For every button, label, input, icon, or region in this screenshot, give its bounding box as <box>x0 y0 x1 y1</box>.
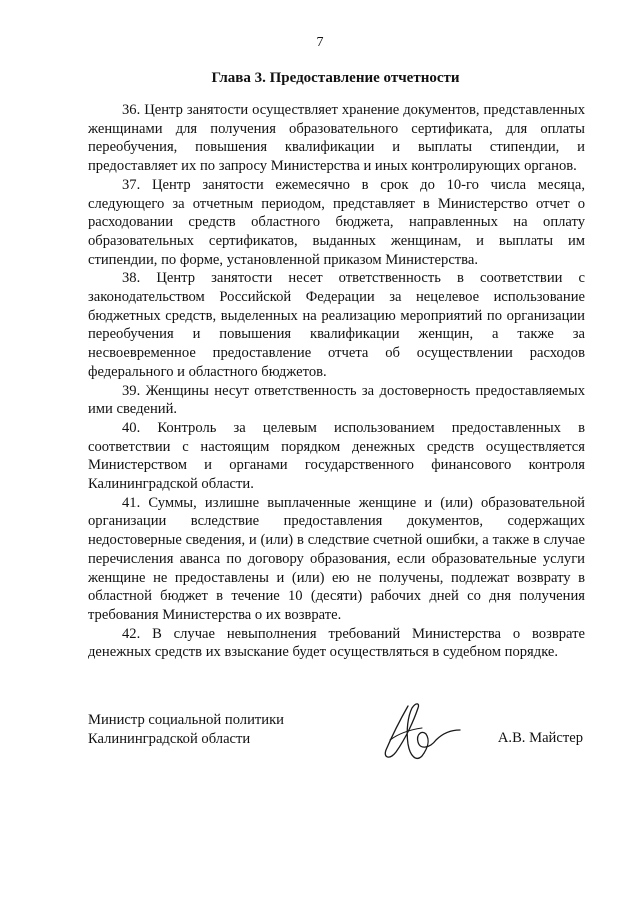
chapter-title: Глава 3. Предоставление отчетности <box>211 70 460 86</box>
signatory-title <box>88 711 284 748</box>
paragraph-38: 38. Центр занятости несет ответственность в соответствии с законодательством Российской Федерации за нецелевое использование бюджетных средств, выделенных на реализацию мероприятий по организации переобучения и повышения квалификации женщин, а также за несвоевременное предоставление отчета об осуществлении расходов федерального и областного бюджетов. <box>88 270 585 380</box>
page-number: 7 <box>316 35 324 50</box>
document-body <box>88 101 585 662</box>
handwritten-signature <box>378 700 463 766</box>
paragraph-41: 41. Суммы, излишне выплаченные женщине и (или) образовательной организации вследствие предоставления документов, содержащих недостоверные сведения, и (или) в следствие счетной ошибки, а также в случае перечисления аванса по договору образования, если образовательные услуги женщине не предоставлены и (или) ею не получены, подлежат возврату в областной бюджет в течение 10 (десяти) рабочих дней со дня получения требования Министерства о их возврате. <box>88 494 585 623</box>
signatory-title-line1: Министр социальной политики <box>88 712 284 728</box>
signatory-name: А.В. Майстер <box>497 730 583 746</box>
paragraph-42: 42. В случае невыполнения требований Министерства о возврате денежных средств их взыскание будет осуществляться в судебном порядке. <box>88 625 585 661</box>
paragraph-39: 39. Женщины несут ответственность за достоверность предоставляемых ими сведений. <box>88 382 585 418</box>
signatory-title-line2: Калининградской области <box>88 730 251 747</box>
paragraph-40: 40. Контроль за целевым использованием предоставленных в соответствии с настоящим порядком денежных средств осуществляется Министерством и органами государственного финансового контроля Калининградской области. <box>88 419 585 493</box>
paragraph-36: 36. Центр занятости осуществляет хранение документов, представленных женщинами для получения образовательного сертификата, для оплаты переобучения, повышения квалификации и выплаты стипендии, и предоставляет их по запросу Министерства и иных контролирующих органов. <box>88 102 585 175</box>
paragraph-37: 37. Центр занятости ежемесячно в срок до 10-го числа месяца, следующего за отчетным периодом, представляет в Министерство отчет о расходовании средств областного бюджета, направленных на оплату образовательных сертификатов, выданных женщинам, и выплаты им стипендии, по форме, установленной приказом Министерства. <box>88 176 585 268</box>
